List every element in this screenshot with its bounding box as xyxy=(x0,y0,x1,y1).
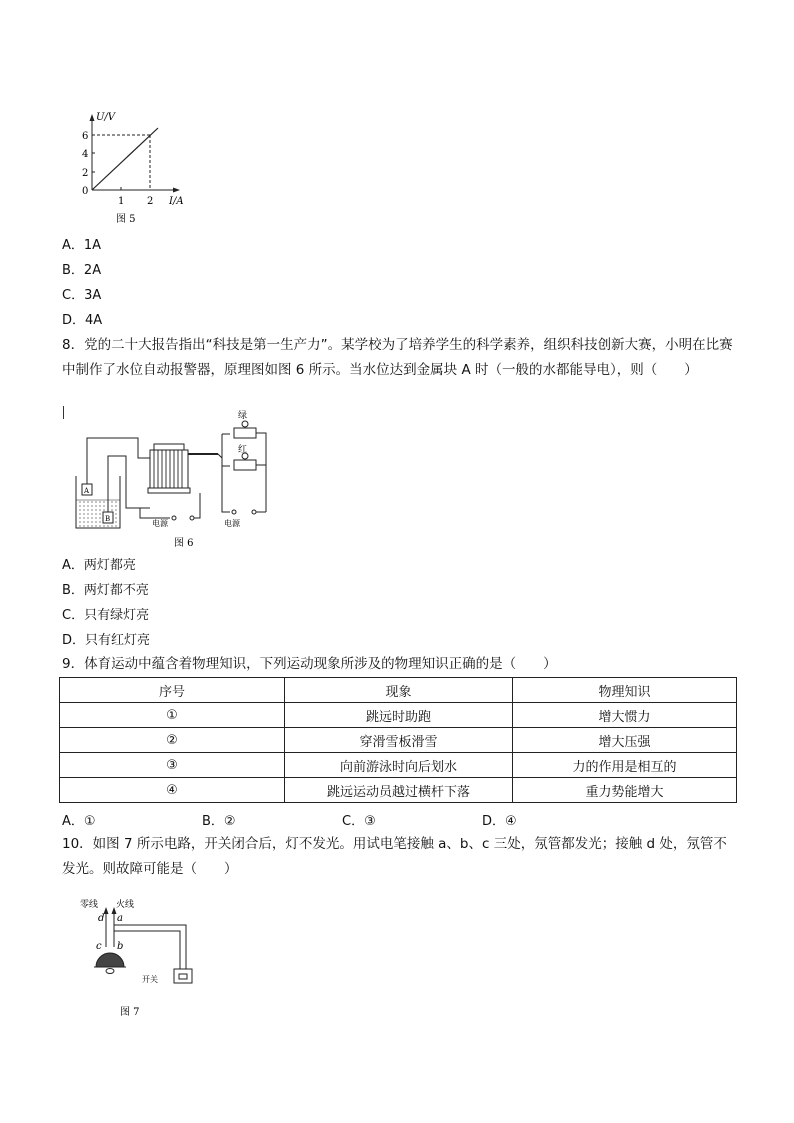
label-a: a xyxy=(117,913,123,924)
cell-knowledge: 增大压强 xyxy=(513,728,737,753)
q9-option-c[interactable]: C．③ xyxy=(342,814,376,829)
table-row xyxy=(60,778,737,803)
table-row xyxy=(60,703,737,728)
table-header-row xyxy=(60,678,737,703)
label-live: 火线 xyxy=(116,900,135,910)
x-axis-arrow xyxy=(173,188,180,193)
figure-6-circuit xyxy=(70,408,280,552)
text-cursor xyxy=(63,406,64,419)
red-lamp xyxy=(234,460,256,470)
cell-index: ② xyxy=(60,728,285,753)
table-row xyxy=(60,728,737,753)
q8-option-a[interactable]: A．两灯都亮 xyxy=(62,558,136,573)
q9-question: 9．体育运动中蕴含着物理知识，下列运动现象所涉及的物理知识正确的是（ ） xyxy=(62,656,557,672)
cell-index: ① xyxy=(60,703,285,728)
cell-knowledge: 重力势能增大 xyxy=(513,778,737,803)
header-knowledge: 物理知识 xyxy=(513,678,737,703)
q9-option-a[interactable]: A．① xyxy=(62,814,96,829)
cell-phenomenon: 跳远运动员越过横杆下落 xyxy=(285,778,513,803)
x-tick-2: 2 xyxy=(147,196,154,207)
q7-option-d[interactable]: D．4A xyxy=(62,313,103,328)
x-tick-1: 1 xyxy=(118,196,125,207)
y-tick-2: 2 xyxy=(82,168,89,179)
y-tick-6: 6 xyxy=(82,131,89,142)
q7-option-a[interactable]: A．1A xyxy=(62,238,102,253)
header-index: 序号 xyxy=(60,678,285,703)
q8-option-c[interactable]: C．只有绿灯亮 xyxy=(62,608,150,623)
label-a: A xyxy=(84,487,90,495)
data-line xyxy=(92,128,158,190)
q8-question: 8．党的二十大报告指出“科技是第一生产力”。某学校为了培养学生的科学素养，组织科技创新大赛，小明在比赛中制作了水位自动报警器，原理图如图 6 所示。当水位达到金属块 A 时（一般的水都能导电），则（ ） xyxy=(62,337,733,378)
q8-option-d[interactable]: D．只有红灯亮 xyxy=(62,633,151,648)
figure-5-graph xyxy=(78,108,198,226)
figure-7-circuit xyxy=(80,897,210,1021)
cell-phenomenon: 跳远时助跑 xyxy=(285,703,513,728)
figure-7-caption: 图 7 xyxy=(120,1007,140,1018)
green-lamp xyxy=(234,428,256,438)
cell-knowledge: 增大惯力 xyxy=(513,703,737,728)
cell-phenomenon: 向前游泳时向后划水 xyxy=(285,753,513,778)
q9-option-d[interactable]: D．④ xyxy=(482,814,517,829)
cell-knowledge: 力的作用是相互的 xyxy=(513,753,737,778)
label-power-1: 电源 xyxy=(152,519,168,528)
figure-5-caption: 图 5 xyxy=(116,214,136,225)
cell-index: ④ xyxy=(60,778,285,803)
y-axis-label: U/V xyxy=(96,112,116,123)
figure-6-caption: 图 6 xyxy=(174,538,194,549)
label-switch: 开关 xyxy=(142,975,158,984)
label-c: c xyxy=(96,941,102,952)
cell-phenomenon: 穿滑雪板滑雪 xyxy=(285,728,513,753)
label-b: b xyxy=(117,941,124,952)
y-axis-arrow xyxy=(90,114,95,121)
q7-option-c[interactable]: C．3A xyxy=(62,288,102,303)
y-tick-4: 4 xyxy=(82,149,89,160)
table-row xyxy=(60,753,737,778)
q8-option-b[interactable]: B．两灯都不亮 xyxy=(62,583,149,598)
label-d: d xyxy=(98,913,105,924)
label-neutral: 零线 xyxy=(80,900,99,910)
q9-option-b[interactable]: B．② xyxy=(202,814,236,829)
label-green: 绿 xyxy=(238,411,248,421)
label-power-2: 电源 xyxy=(224,519,240,528)
q9-table xyxy=(59,677,737,803)
label-red: 红 xyxy=(238,445,248,455)
header-phenomenon: 现象 xyxy=(285,678,513,703)
q10-question: 10．如图 7 所示电路，开关闭合后，灯不发光。用试电笔接触 a、b、c 三处，氖管都发光；接触 d 处，氖管不发光。则故障可能是（ ） xyxy=(62,836,727,877)
q7-option-b[interactable]: B．2A xyxy=(62,263,102,278)
x-axis-label: I/A xyxy=(169,196,184,207)
y-tick-0: 0 xyxy=(82,186,89,197)
cell-index: ③ xyxy=(60,753,285,778)
lamp xyxy=(96,953,124,967)
label-b: B xyxy=(105,515,111,523)
